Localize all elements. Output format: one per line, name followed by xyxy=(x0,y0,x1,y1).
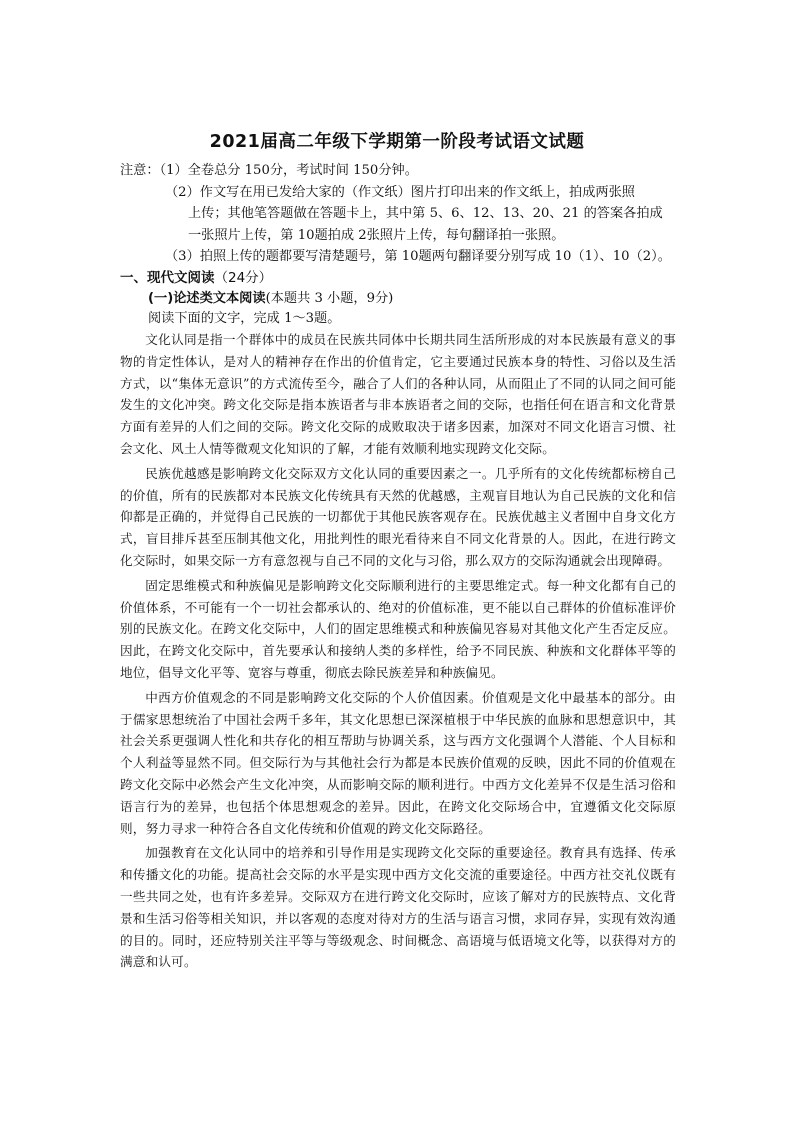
passage-paragraph: 中西方价值观念的不同是影响跨文化交际的个人价值因素。价值观是文化中最基本的部分。由于儒家思想统治了中国社会两千多年，其文化思想已深深植根于中华民族的血脉和思想意识中，其社会关系更强调人性化和共存化的相互帮助与协调关系，这与西方文化强调个人潜能、个人目标和个人利益等显然不同。但交际行为与其他社会行为都是本民族价值观的反映，因此不同的价值观在跨文化交际中必然会产生文化冲突，从而影响交际的顺利进行。中西方文化差异不仅是生活习俗和语言行为的差异，也包括个体思想观念的差异。因此，在跨文化交际场合中，宜遵循文化交际原则，努力寻求一种符合各自文化传统和价值观的跨文化交际路径。 xyxy=(120,689,676,836)
note-line: （2）作文写在用已发给大家的（作文纸）图片打印出来的作文纸上，拍成两张照 xyxy=(165,184,635,200)
passage-paragraph: 固定思维模式和种族偏见是影响跨文化交际顺利进行的主要思维定式。每一种文化都有自己的价值体系，不可能有一个一切社会都承认的、绝对的价值标准，更不能以自己群体的价值标准评价别的民族文化。在跨文化交际中，人们的固定思维模式和种族偏见容易对其他文化产生否定反应。因此，在跨文化交际中，首先要承认和接纳人类的多样性，给予不同民族、种族和文化群体平等的地位，倡导文化平等、宽容与尊重，彻底去除民族差异和种族偏见。 xyxy=(120,577,676,680)
passage-paragraph: 民族优越感是影响跨文化交际双方文化认同的重要因素之一。几乎所有的文化传统都标榜自己的价值，所有的民族都对本民族文化传统具有天然的优越感，主观盲目地认为自己民族的文化和信仰都是正确的，并觉得自己民族的一切都优于其他民族客观存在。民族优越主义者囿中自身文化方式，盲目排斥甚至压制其他文化，用批判性的眼光看待来自不同文化背景的人。因此，在进行跨文化交际时，如果交际一方有意忽视与自己不同的文化与习俗，那么双方的交际沟通就会出现障碍。 xyxy=(120,465,676,568)
sub-section-title: (一)论述类文本阅读 xyxy=(148,291,266,306)
page-title: 2021届高二年级下学期第一阶段考试语文试题 xyxy=(209,132,585,152)
section-heading-text: 一、现代文阅读 xyxy=(120,270,215,286)
note-line: （3）拍照上传的题都要写清楚题号，第 10题两句翻译要分别写成 10（1）、10（2）。 xyxy=(165,249,671,264)
section-score: （24分） xyxy=(214,270,273,286)
sub-section-heading xyxy=(148,287,393,306)
note-line: 注意：（1）全卷总分 150分，考试时间 150分钟。 xyxy=(120,163,418,178)
note-line: 一张照片上传，第 10题拍成 2张照片上传，每句翻译拍一张照。 xyxy=(188,227,565,243)
note-line: 上传；其他笔答题做在答题卡上，其中第 5、6、12、13、20、21 的答案各拍成 xyxy=(188,206,663,221)
passage-paragraph: 加强教育在文化认同中的培养和引导作用是实现跨文化交际的重要途径。教育具有选择、传承和传播文化的功能。提高社会交际的水平是实现中西方文化交流的重要途径。中西方社交礼仪既有一些共同之处，也有许多差异。交际双方在进行跨文化交际时，应该了解对方的民族特点、文化背景和生活习俗等相关知识，并以客观的态度对待对方的生活与语言习惯，求同存异，实现有效沟通的目的。同时，还应特别关注平等与等级观念、时间概念、高语境与低语境文化等，以获得对方的满意和认可。 xyxy=(120,845,676,970)
sub-section-detail: (本题共 3 小题，9分) xyxy=(265,291,394,306)
reading-passage xyxy=(120,329,676,976)
reading-instruction: 阅读下面的文字，完成 1～3题。 xyxy=(148,311,341,326)
passage-paragraph: 文化认同是指一个群体中的成员在民族共同体中长期共同生活所形成的对本民族最有意义的事物的肯定性体认，是对人的精神存在作出的价值肯定，它主要通过民族本身的特性、习俗以及生活方式，以“集体无意识”的方式流传至今，融合了人们的各种认同，从而阻止了不同的认同之间可能发生的文化冲突。跨文化交际是指本族语者与非本族语者之间的交际，也指任何在语言和文化背景方面有差异的人们之间的交际。跨文化交际的成败取决于诸多因素，加深对不同文化语言习惯、社会文化、风土人情等微观文化知识的了解，才能有效顺利地实现跨文化交际。 xyxy=(120,332,676,456)
section-heading xyxy=(120,266,272,286)
exam-notes xyxy=(120,160,720,268)
